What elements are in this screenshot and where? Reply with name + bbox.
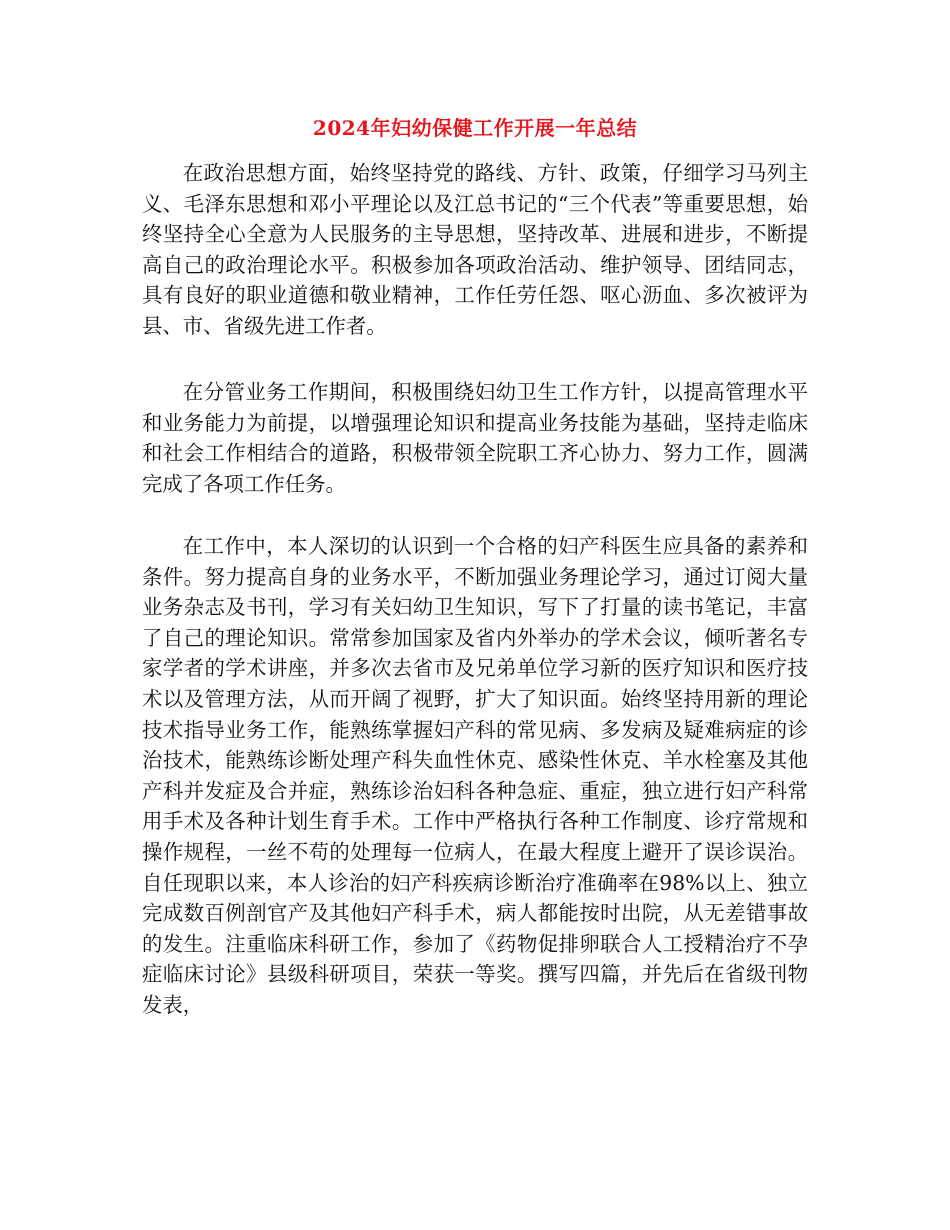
document-title: 2024年妇幼保健工作开展一年总结 (312, 116, 638, 140)
paragraph-clinical-work: 在工作中，本人深切的认识到一个合格的妇产科医生应具备的素养和条件。努力提高自身的业务水平，不断加强业务理论学习，通过订阅大量业务杂志及书刊，学习有关妇幼卫生知识，写下了打量的读书笔记，丰富了自己的理论知识。常常参加国家及省内外举办的学术会议，倾听著名专家学者的学术讲座，并多次去省市及兄弟单位学习新的医疗知识和医疗技术以及管理方法，从而开阔了视野，扩大了知识面。始终坚持用新的理论技术指导业务工作，能熟练掌握妇产科的常见病、多发病及疑难病症的诊治技术，能熟练诊断处理产科失血性休克、感染性休克、羊水栓塞及其他产科并发症及合并症，熟练诊治妇科各种急症、重症，独立进行妇产科常用手术及各种计划生育手术。工作中严格执行各种工作制度、诊疗常规和操作规程，一丝不苟的处理每一位病人，在最大程度上避开了误诊误治。自任现职以来，本人诊治的妇产科疾病诊断治疗准确率在98%以上、独立完成数百例剖官产及其他妇产科手术，病人都能按时出院，从无差错事故的发生。注重临床科研工作，参加了《药物促排卵联合人工授精治疗不孕症临床讨论》县级科研项目，荣获一等奖。撰写四篇，并先后在省级刊物发表， (142, 534, 808, 1017)
paragraph-political-thought: 在政治思想方面，始终坚持党的路线、方针、政策，仔细学习马列主义、毛泽东思想和邓小平理论以及江总书记的“三个代表”等重要思想，始终坚持全心全意为人民服务的主导思想，坚持改革、进展和进步，不断提高自己的政治理论水平。积极参加各项政治活动、维护领导、团结同志，具有良好的职业道德和敬业精神，工作任劳任怨、呕心沥血、多次被评为县、市、省级先进工作者。 (142, 161, 808, 338)
paragraph-business-management: 在分管业务工作期间，积极围绕妇幼卫生工作方针，以提高管理水平和业务能力为前提，以增强理论知识和提高业务技能为基础，坚持走临床和社会工作相结合的道路，积极带领全院职工齐心协力、努力工作，圆满完成了各项工作任务。 (142, 380, 808, 496)
document-body (142, 158, 808, 1151)
